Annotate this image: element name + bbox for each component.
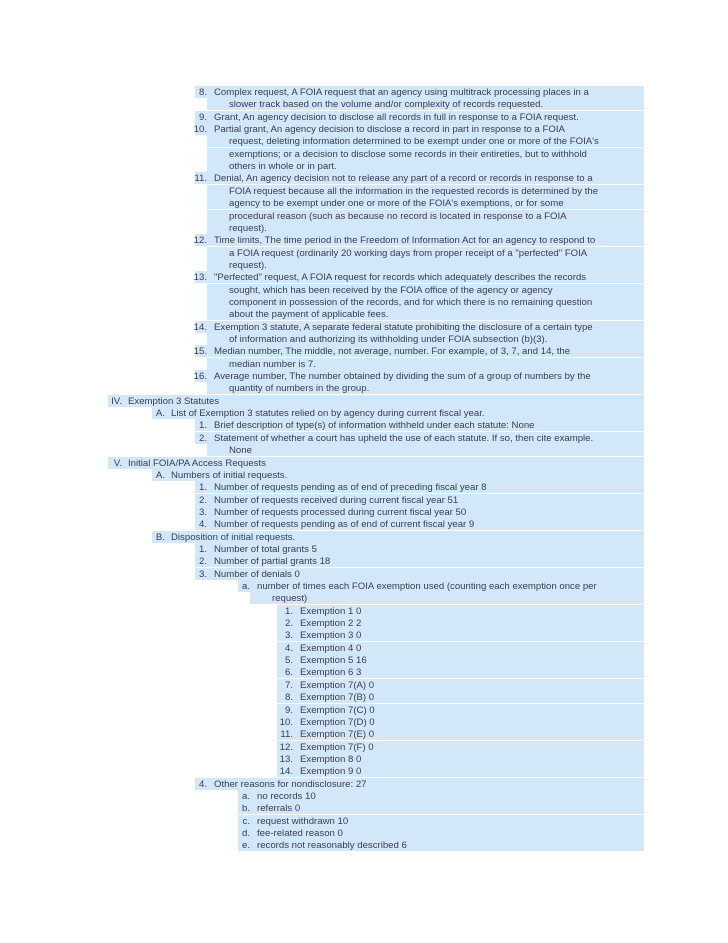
line-highlight xyxy=(250,592,644,605)
list-marker: 4. xyxy=(284,642,293,654)
line-text: fee-related reason 0 xyxy=(257,828,343,839)
line-text: others in whole or in part. xyxy=(229,161,337,173)
line-text: Other reasons for nondisclosure: 27 xyxy=(214,778,367,790)
text-line xyxy=(0,160,728,173)
text-line xyxy=(0,259,728,272)
line-text: Partial grant, An agency decision to disclose a record in part in response to a FOIA xyxy=(214,124,565,135)
line-text: a FOIA request (ordinarily 20 working days from proper receipt of a "perfected" FOIA xyxy=(229,247,588,259)
line-text: sought, which has been received by the FOIA office of the agency or agency xyxy=(229,284,553,296)
list-marker: 11. xyxy=(194,173,207,185)
text-line xyxy=(0,592,728,605)
list-marker: 4. xyxy=(198,519,207,531)
line-text: Exemption 7(F) 0 xyxy=(300,741,374,753)
line-text: referrals 0 xyxy=(257,803,301,815)
line-text: Number of denials 0 xyxy=(214,568,300,580)
line-text: number of times each FOIA exemption used (counting each exemption once per xyxy=(257,581,597,592)
text-line xyxy=(0,580,728,593)
line-highlight xyxy=(207,222,644,235)
line-text: Average number, The number obtained by dividing the sum of a group of numbers by the xyxy=(214,371,591,383)
line-text: Grant, An agency decision to disclose all records in full in response to a FOIA request. xyxy=(214,111,579,123)
list-marker: 2. xyxy=(198,494,207,506)
list-marker: a. xyxy=(241,581,250,592)
list-marker: V. xyxy=(113,457,122,469)
list-marker: 3. xyxy=(198,568,207,580)
line-text: Number of total grants 5 xyxy=(214,544,317,555)
text-line xyxy=(0,654,728,667)
text-line xyxy=(0,778,728,791)
text-line xyxy=(0,419,728,432)
list-marker: 10. xyxy=(193,124,207,135)
text-line xyxy=(0,728,728,741)
text-line xyxy=(0,666,728,679)
text-line xyxy=(0,234,728,247)
line-text: Brief description of type(s) of information withheld under each statute: None xyxy=(214,420,535,432)
line-text: request) xyxy=(272,593,308,605)
line-text: Exemption 6 3 xyxy=(300,667,362,679)
text-line xyxy=(0,395,728,408)
list-marker: 12. xyxy=(279,741,293,753)
list-marker: 6. xyxy=(284,667,293,679)
list-marker: 11. xyxy=(280,729,293,741)
line-text: slower track based on the volume and/or complexity of records requested. xyxy=(229,99,544,111)
line-highlight xyxy=(207,444,644,457)
list-marker: B. xyxy=(155,531,165,543)
text-line xyxy=(0,716,728,729)
list-marker: 1. xyxy=(198,420,207,432)
text-line xyxy=(0,605,728,618)
text-line xyxy=(0,296,728,309)
line-text: Exemption 5 16 xyxy=(300,655,367,667)
line-text: Exemption 3 0 xyxy=(300,630,362,642)
text-line xyxy=(0,617,728,630)
line-text: Exemption 2 2 xyxy=(300,618,362,629)
list-marker: 2. xyxy=(198,556,207,568)
text-line xyxy=(0,518,728,531)
line-text: component in possession of the records, and for which there is no remaining question xyxy=(229,296,593,308)
text-line xyxy=(0,555,728,568)
line-text: FOIA request because all the information in the requested records is determined by the xyxy=(229,185,599,197)
line-text: Denial, An agency decision not to release any part of a record or records in response to a xyxy=(214,173,593,185)
text-line xyxy=(0,172,728,185)
line-text: no records 10 xyxy=(257,790,316,802)
line-text: Complex request, A FOIA request that an agency using multitrack processing places in a xyxy=(214,87,589,98)
line-text: Number of requests received during current fiscal year 51 xyxy=(214,494,459,506)
line-text: Exemption 7(E) 0 xyxy=(300,729,375,741)
text-line xyxy=(0,407,728,420)
text-line xyxy=(0,704,728,717)
text-line xyxy=(0,679,728,692)
list-marker: 4. xyxy=(198,778,207,790)
text-line xyxy=(0,308,728,321)
line-text: Exemption 7(D) 0 xyxy=(300,716,375,728)
line-text: quantity of numbers in the group. xyxy=(229,383,370,395)
text-line xyxy=(0,802,728,815)
text-line xyxy=(0,86,728,99)
line-text: Exemption 8 0 xyxy=(300,753,362,765)
text-line xyxy=(0,481,728,494)
text-line xyxy=(0,629,728,642)
list-marker: c. xyxy=(242,815,250,827)
text-line xyxy=(0,741,728,754)
line-text: request, deleting information determined to be exempt under one or more of the FOIA's xyxy=(229,136,599,148)
line-text: about the payment of applicable fees. xyxy=(229,309,389,321)
list-marker: 2. xyxy=(284,618,293,629)
text-line xyxy=(0,345,728,358)
line-text: procedural reason (such as because no record is located in response to a FOIA xyxy=(229,210,567,222)
list-marker: 16. xyxy=(193,371,207,383)
line-text: of information and authorizing its withholding under FOIA subsection (b)(3). xyxy=(229,334,548,345)
text-line xyxy=(0,444,728,457)
line-text: records not reasonably described 6 xyxy=(257,840,407,852)
line-text: Statement of whether a court has upheld the use of each statute. If so, then cite example. xyxy=(214,432,594,444)
text-line xyxy=(0,284,728,297)
line-text: Exemption 9 0 xyxy=(300,766,362,778)
text-line xyxy=(0,185,728,198)
line-text: Exemption 3 Statutes xyxy=(128,395,220,407)
line-text: List of Exemption 3 statutes relied on by agency during current fiscal year. xyxy=(171,408,485,420)
text-line xyxy=(0,790,728,803)
list-marker: 3. xyxy=(284,630,293,642)
text-line xyxy=(0,469,728,482)
line-text: Median number, The middle, not average, number. For example, of 3, 7, and 14, the xyxy=(214,346,571,358)
list-marker: IV. xyxy=(111,395,122,407)
text-line xyxy=(0,531,728,544)
text-line xyxy=(0,839,728,852)
list-marker: 13. xyxy=(279,753,293,765)
text-line xyxy=(0,432,728,445)
text-line xyxy=(0,123,728,136)
list-marker: 8. xyxy=(284,692,293,704)
line-text: Exemption 7(C) 0 xyxy=(300,704,375,716)
text-line xyxy=(0,247,728,260)
line-text: None xyxy=(229,445,252,457)
line-text: Disposition of initial requests. xyxy=(171,531,296,543)
text-line xyxy=(0,827,728,840)
line-text: Exemption 4 0 xyxy=(300,642,362,654)
list-marker: 5. xyxy=(284,655,293,667)
text-line xyxy=(0,197,728,210)
text-line xyxy=(0,543,728,556)
list-marker: 2. xyxy=(198,432,207,444)
list-marker: 1. xyxy=(284,605,293,617)
list-marker: 15. xyxy=(193,346,207,358)
list-marker: 7. xyxy=(284,679,293,691)
list-marker: A. xyxy=(155,408,165,420)
text-line xyxy=(0,691,728,704)
text-line xyxy=(0,815,728,828)
list-marker: 13. xyxy=(193,272,207,284)
text-line xyxy=(0,494,728,507)
text-line xyxy=(0,506,728,519)
list-marker: 14. xyxy=(193,321,207,333)
list-marker: A. xyxy=(155,469,165,481)
line-text: Number of partial grants 18 xyxy=(214,556,331,568)
list-marker: d. xyxy=(241,828,250,839)
line-text: request). xyxy=(229,259,267,271)
list-marker: 3. xyxy=(198,506,207,518)
text-line xyxy=(0,358,728,371)
list-marker: 1. xyxy=(198,544,207,555)
line-text: Number of requests processed during current fiscal year 50 xyxy=(214,506,467,518)
line-text: Number of requests pending as of end of current fiscal year 9 xyxy=(214,519,475,531)
text-line xyxy=(0,210,728,223)
line-text: Time limits, The time period in the Freedom of Information Act for an agency to respond to xyxy=(214,235,596,247)
text-line xyxy=(0,642,728,655)
text-line xyxy=(0,98,728,111)
text-line xyxy=(0,148,728,161)
text-line xyxy=(0,753,728,766)
list-marker: e. xyxy=(241,840,250,852)
text-line xyxy=(0,457,728,470)
line-text: Exemption 1 0 xyxy=(300,605,362,617)
list-marker: a. xyxy=(241,790,250,802)
line-highlight xyxy=(207,259,644,272)
text-line xyxy=(0,222,728,235)
list-marker: 9. xyxy=(284,704,293,716)
text-line xyxy=(0,765,728,778)
list-marker: 10. xyxy=(279,716,293,728)
line-text: Number of requests pending as of end of preceding fiscal year 8 xyxy=(214,482,487,494)
text-line xyxy=(0,568,728,581)
list-marker: b. xyxy=(241,803,250,815)
text-line xyxy=(0,321,728,334)
line-text: exemptions; or a decision to disclose some records in their entireties, but to withhold xyxy=(229,148,587,160)
text-line xyxy=(0,271,728,284)
list-marker: 14. xyxy=(279,766,293,778)
text-line xyxy=(0,382,728,395)
line-text: Initial FOIA/PA Access Requests xyxy=(128,457,266,469)
line-text: Exemption 7(B) 0 xyxy=(300,692,375,704)
line-text: "Perfected" request, A FOIA request for records which adequately describes the records xyxy=(214,272,587,284)
text-line xyxy=(0,333,728,346)
line-text: Exemption 3 statute, A separate federal statute prohibiting the disclosure of a certain type xyxy=(214,321,593,333)
list-marker: 12. xyxy=(193,235,207,247)
text-line xyxy=(0,135,728,148)
text-line xyxy=(0,370,728,383)
line-text: request withdrawn 10 xyxy=(257,815,349,827)
line-text: agency to be exempt under one or more of the FOIA's exemptions, or for some xyxy=(229,198,564,210)
text-line xyxy=(0,111,728,124)
list-marker: 1. xyxy=(198,482,207,494)
line-text: Numbers of initial requests. xyxy=(171,469,288,481)
line-text: median number is 7. xyxy=(229,358,316,370)
line-text: request). xyxy=(229,222,267,234)
list-marker: 9. xyxy=(198,111,207,123)
list-marker: 8. xyxy=(198,87,207,98)
line-text: Exemption 7(A) 0 xyxy=(300,679,375,691)
